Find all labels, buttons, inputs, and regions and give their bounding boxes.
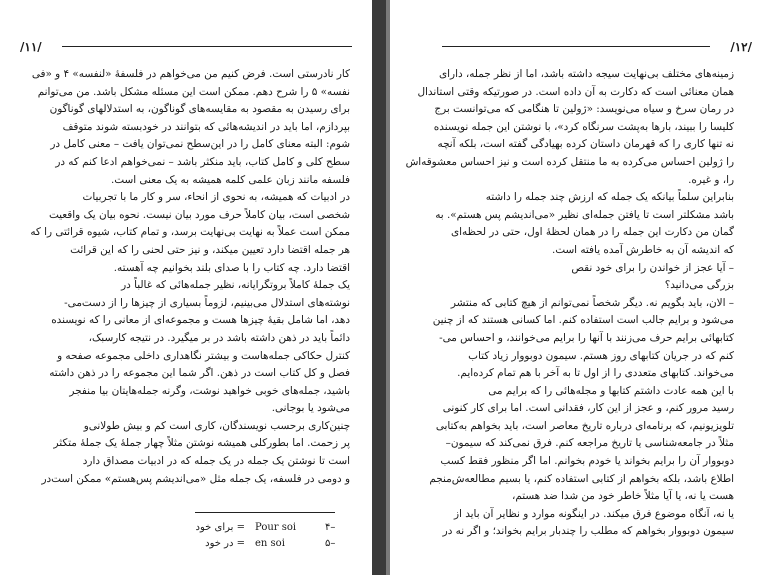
text-line: که اندیشه آن به خاطرش آمده یافته است. bbox=[551, 243, 734, 256]
text-line: زمینه‌های مختلف بی‌نهایت سیجه داشته باشد، اما از نظر جمله، دارای bbox=[439, 68, 734, 80]
footnote-rule bbox=[195, 512, 335, 513]
text-line: سیمون دوبووار بخواهم که مطلب را چندبار برایم بخواند؛ و اگر نه در bbox=[442, 525, 734, 538]
text-line: کلیسا را ببیند، بارها به‌پشت سرنگاه کرد»، با نوشتن این جمله نویسنده bbox=[433, 120, 734, 133]
text-line: تلویزیونیم، که برنامه‌ای درباره تاریخ معاصر است، باید بخواهم به‌کتابی bbox=[435, 419, 734, 432]
text-line: مثلاً در جامعه‌شناسی یا تاریخ مراجعه کنم. فرق نمی‌کند که سیمون– bbox=[445, 437, 734, 450]
text-line: – آیا عجز از خواندن را برای خود نقص bbox=[571, 261, 734, 274]
text-line: باشد مشکلتر است تا یافتن جمله‌ای نظیر «می‌اندیشم پس هستم». به bbox=[435, 208, 734, 221]
footnote-term: en soi bbox=[255, 538, 285, 549]
text-line: دهد، اما شامل بقیهٔ چیزها هست و مجموعه‌ای از معانی را که نویسنده bbox=[51, 314, 350, 327]
text-line: دائماً باید در ذهن داشته باشد در بر میگیرد. در نتیجه کارسبک، bbox=[88, 331, 350, 344]
header-rule bbox=[62, 46, 352, 47]
text-line: کنترل حکاکی جمله‌هاست و بیشتر نگاهداری داخلی مجموعه صفحه و bbox=[57, 349, 350, 362]
text-line: و دومی در فلسفه، یک جمله مثل «می‌اندیشم پس‌هستم» ممکن است‌در bbox=[41, 472, 350, 485]
text-line: فلسفه مانند زبان علمی کلمه همیشه به یک معنی است. bbox=[110, 173, 350, 186]
text-line: دوبووار آن را برایم بخواند یا خودم بخوانم. اما اگر منظور فقط کسب bbox=[440, 455, 734, 468]
footnote-term: Pour soi bbox=[255, 522, 297, 533]
text-line: می‌شود یا بوجانی. bbox=[271, 402, 350, 415]
text-line: با این همه عادت داشتم کتابها و مجله‌هائی را که برایم می‌ bbox=[488, 384, 734, 397]
text-line: هست یا نه، یا آیا مثلاً خاطر خود من شدا ضد هستم، bbox=[511, 490, 734, 503]
text-line: همان معنائی است که دکارت به آن داده است. در صورتیکه وقتی استاندال bbox=[417, 85, 734, 98]
text-line: چنین‌کاری برحسب نویسندگان، کاری است کم و بیش طولانی‌و bbox=[83, 419, 350, 432]
footnote-translation: = در خود bbox=[205, 538, 245, 549]
text-line: سطح کلی و کامل کتاب، باید منکثر باشد – نمی‌خواهم ادعا کنم که در bbox=[55, 155, 350, 168]
header-rule bbox=[442, 46, 710, 47]
text-line: کنم که در جریان کتابهای روز هستم. سیمون دوبووار زیاد کتاب bbox=[468, 349, 734, 362]
text-line: شوم: البته معنای کامل را در این‌سطح نمی‌توان یافت – معنی کامل در bbox=[50, 138, 350, 151]
page-number: /۱۱/ bbox=[20, 40, 42, 54]
page-number: /۱۲/ bbox=[730, 40, 752, 54]
text-line: برای رسیدن به مقصود به مقایسه‌های گوناگون، به استدلالهای گوناگون bbox=[49, 103, 350, 116]
text-line: کتابهائی برایم حرف می‌زنند با آنها را برایم می‌خوانند، و احساس می- bbox=[439, 331, 734, 344]
text-line: بنابراین سلماً بیانکه یک جمله که ارزش چند جمله را داشته bbox=[485, 191, 734, 204]
text-line: را ژولین احساس می‌کرده به ما منتقل کرده است و نیز احساس معشوقه‌اش bbox=[405, 155, 734, 168]
text-line: می‌خواند. کتابهای متعددی را از اول تا به آخر با هم تمام کرده‌ایم. bbox=[457, 367, 734, 380]
left-page bbox=[0, 0, 372, 575]
text-line: می‌شود و برایم جالب است استفاده کنم. اما کسانی هستند که از چنین bbox=[432, 314, 734, 327]
text-line: فصل و کل کتاب است در ذهن. اگر شما این مجموعه را در ذهن داشته bbox=[49, 367, 350, 380]
text-line: را، و غیره. bbox=[688, 173, 734, 186]
text-line: بزرگی می‌دانید؟ bbox=[664, 279, 734, 292]
text-line: نه تنها کاری را که قهرمان داستان کرده بهیادگی گفته است، بلکه آنچه bbox=[437, 138, 734, 151]
footnote-translation: = برای خود bbox=[195, 522, 245, 533]
page-body bbox=[405, 66, 734, 541]
text-line: هر جمله اقتضا دارد تعیین میکند، و نیز حتی لحنی را که این قرائت bbox=[70, 243, 350, 256]
text-line: گمان من دکارت این جمله را در همان لحظهٔ اول، حتی در لحظه‌ای bbox=[451, 226, 734, 239]
text-line: یک جملهٔ کاملاً بروتگرایانه، نظیر جمله‌هائی که غالباً در bbox=[121, 279, 350, 292]
right-page bbox=[390, 0, 768, 575]
text-line: نفسه» ۵ را شرح دهم. ممکن است این مسئله مشکل باشد. من می‌توانم bbox=[37, 85, 350, 98]
text-line: در رمان سرخ و سیاه می‌نویسد: «ژولین تا هنگامی که می‌توانست برج bbox=[434, 103, 734, 116]
footnote-number: ۴– bbox=[325, 522, 336, 533]
text-line: پر زحمت. اما بطورکلی همیشه نوشتن مثلاً چهار جملهٔ یک جملهٔ متکثر bbox=[53, 437, 350, 450]
footnote-number: ۵– bbox=[325, 538, 336, 549]
text-line: یا نه، آنگاه موضوع فرق میکند. در اینگونه موارد و نظایر آن باید از bbox=[454, 507, 734, 520]
text-line: ممکن است عملاً به نهایت بی‌نهایت برسد، و تمام کتاب، شیوه قرائتی را که bbox=[30, 226, 350, 239]
text-line: رسید مرور کنم، و عجز از این کار، فقدانی است. اما برای کار کنونی bbox=[442, 402, 734, 415]
text-line: در ادبیات که همیشه، به نحوی از انحاء، سر و کار ما با تجربیات bbox=[82, 191, 350, 204]
text-line: نوشته‌های استدلال می‌بینیم، لزوماً بسیاری از چیزها را از دست‌می- bbox=[64, 296, 350, 309]
text-line: شخصی است، بیان کاملاً حرف مورد بیان نیست. نحوه بیان یک واقعیت bbox=[48, 208, 350, 221]
text-line: – الان، باید بگویم نه. دیگر شخصاً نمی‌توانم از هیچ کتابی که منتشر bbox=[450, 296, 734, 309]
text-line: است تا نوشتن یک جمله در یک جمله که در ادبیات مصداق دارد bbox=[82, 455, 350, 468]
book-gutter bbox=[372, 0, 386, 575]
text-line: اطلاع باشد، بلکه بخواهم از کتابی استفاده کنم، یا بسیم مطالعه‌ش‌منجم bbox=[429, 472, 734, 485]
page-body bbox=[32, 66, 350, 488]
text-line: اقتضا دارد. چه کتاب را با صدای بلند بخوانیم چه آهسته. bbox=[113, 261, 350, 274]
text-line: کار نادرستی است. فرض کنیم من می‌خواهم در فلسفهٔ «لنفسه» ۴ و «فی bbox=[31, 68, 350, 80]
text-line: بپردازم، اما باید در اندیشه‌هائی که بتوانند در خودبسته شوند متوقف bbox=[62, 120, 350, 133]
text-line: باشید، جمله‌های خوبی خواهید نوشت، وگرنه جمله‌هایتان بیا منفجر bbox=[69, 384, 350, 397]
